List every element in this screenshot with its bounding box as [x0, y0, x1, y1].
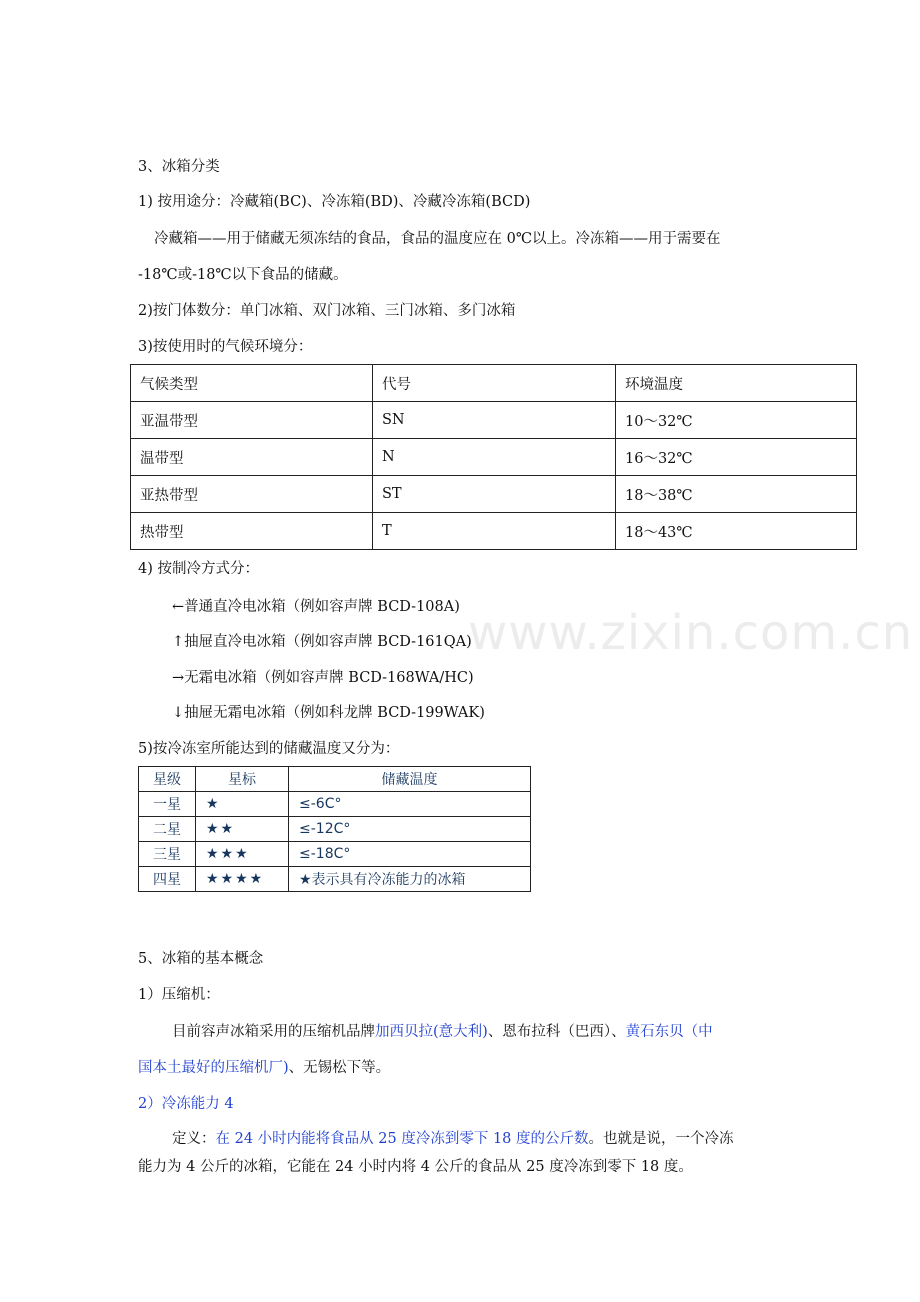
use-description-line-1: 冷藏箱——用于储藏无须冻结的食品，食品的温度应在 0℃以上。冷冻箱——用于需要在	[154, 231, 721, 247]
definition-line-1	[172, 1129, 734, 1149]
table-cell: ≤-6C°	[289, 792, 531, 817]
table-header-cell: 储藏温度	[289, 767, 531, 792]
paragraph-text: 目前容声冰箱采用的压缩机品牌	[172, 1024, 375, 1040]
star-icon: ★★★★	[196, 867, 289, 892]
table-header-row	[139, 767, 531, 792]
brand-link-huangshi-donper: 黄石东贝（中	[625, 1024, 713, 1040]
classification-by-cooling: 4) 按制冷方式分：	[138, 561, 259, 577]
cooling-item	[172, 597, 460, 617]
table-row	[139, 817, 531, 842]
table-header-cell: 气候类型	[131, 365, 373, 402]
classification-by-storage-temp: 5)按冷冻室所能达到的储藏温度又分为：	[138, 741, 400, 757]
table-cell: 10～32℃	[616, 402, 857, 439]
compressor-paragraph-line-2	[138, 1058, 390, 1078]
paragraph-text: 、恩布拉科（巴西）、	[487, 1024, 626, 1040]
table-cell: 亚热带型	[131, 476, 373, 513]
table-cell: ≤-12C°	[289, 817, 531, 842]
cooling-item-text: 普通直冷电冰箱（例如容声牌 BCD-108A)	[184, 599, 460, 615]
table-header-cell: 环境温度	[616, 365, 857, 402]
cooling-item-text: 抽屉直冷电冰箱（例如容声牌 BCD-161QA)	[184, 634, 472, 650]
table-cell: 亚温带型	[131, 402, 373, 439]
classification-by-doors: 2)按门体数分：单门冰箱、双门冰箱、三门冰箱、多门冰箱	[138, 303, 516, 319]
cooling-item	[172, 668, 474, 688]
table-row	[131, 476, 857, 513]
table-cell: 温带型	[131, 439, 373, 476]
table-row	[131, 513, 857, 550]
table-header-cell: 星标	[196, 767, 289, 792]
table-cell: 18～38℃	[616, 476, 857, 513]
paragraph-text: 、无锡松下等。	[288, 1060, 391, 1076]
table-cell: SN	[373, 402, 616, 439]
definition-label: 定义：	[172, 1131, 216, 1147]
freezing-capacity-heading: 2）冷冻能力 4	[138, 1096, 234, 1112]
star-icon: ★★	[196, 817, 289, 842]
classification-by-climate: 3)按使用时的气候环境分：	[138, 339, 313, 355]
table-cell: ≤-18C°	[289, 842, 531, 867]
star-rating-table	[138, 766, 531, 892]
right-arrow-icon: →	[172, 670, 185, 686]
table-cell: ★表示具有冷冻能力的冰箱	[289, 867, 531, 892]
table-header-cell: 代号	[373, 365, 616, 402]
compressor-heading: 1）压缩机：	[138, 987, 220, 1003]
table-row	[131, 439, 857, 476]
table-cell: 16～32℃	[616, 439, 857, 476]
brand-link-jiaxipera: 加西贝拉(意大利)	[375, 1024, 488, 1040]
table-header-row	[131, 365, 857, 402]
climate-table	[130, 364, 857, 550]
section-3-heading: 3、冰箱分类	[138, 159, 220, 175]
table-cell: N	[373, 439, 616, 476]
star-icon: ★	[196, 792, 289, 817]
definition-line-2: 能力为 4 公斤的冰箱，它能在 24 小时内将 4 公斤的食品从 25 度冷冻到零下 18 度。	[138, 1159, 693, 1175]
table-cell: T	[373, 513, 616, 550]
cooling-item	[172, 703, 485, 723]
table-header-cell: 星级	[139, 767, 196, 792]
table-cell: 四星	[139, 867, 196, 892]
definition-text: 。也就是说，一个冷冻	[588, 1131, 734, 1147]
down-arrow-icon: ↓	[172, 705, 185, 721]
left-arrow-icon: ←	[172, 599, 185, 615]
table-cell: ST	[373, 476, 616, 513]
table-row	[139, 842, 531, 867]
table-cell: 一星	[139, 792, 196, 817]
table-cell: 热带型	[131, 513, 373, 550]
cooling-item-text: 抽屉无霜电冰箱（例如科龙牌 BCD-199WAK)	[184, 705, 485, 721]
section-5-heading: 5、冰箱的基本概念	[138, 951, 264, 967]
table-cell: 二星	[139, 817, 196, 842]
cooling-item-text: 无霜电冰箱（例如容声牌 BCD-168WA/HC)	[184, 670, 474, 686]
definition-highlight: 在 24 小时内能将食品从 25 度冷冻到零下 18 度的公斤数	[215, 1131, 589, 1147]
up-arrow-icon: ↑	[172, 634, 185, 650]
classification-by-use: 1) 按用途分：冷藏箱(BC)、冷冻箱(BD)、冷藏冷冻箱(BCD)	[138, 194, 531, 210]
table-row	[131, 402, 857, 439]
watermark: www.zixin.com.cn	[468, 605, 914, 661]
use-description-line-2: -18℃或-18℃以下食品的储藏。	[138, 267, 348, 283]
table-cell: 18～43℃	[616, 513, 857, 550]
star-icon: ★★★	[196, 842, 289, 867]
table-row	[139, 867, 531, 892]
brand-link-huangshi-donper-cont: 国本土最好的压缩机厂)	[138, 1060, 289, 1076]
compressor-paragraph-line-1	[172, 1022, 713, 1042]
table-cell: 三星	[139, 842, 196, 867]
cooling-item	[172, 632, 472, 652]
table-row	[139, 792, 531, 817]
